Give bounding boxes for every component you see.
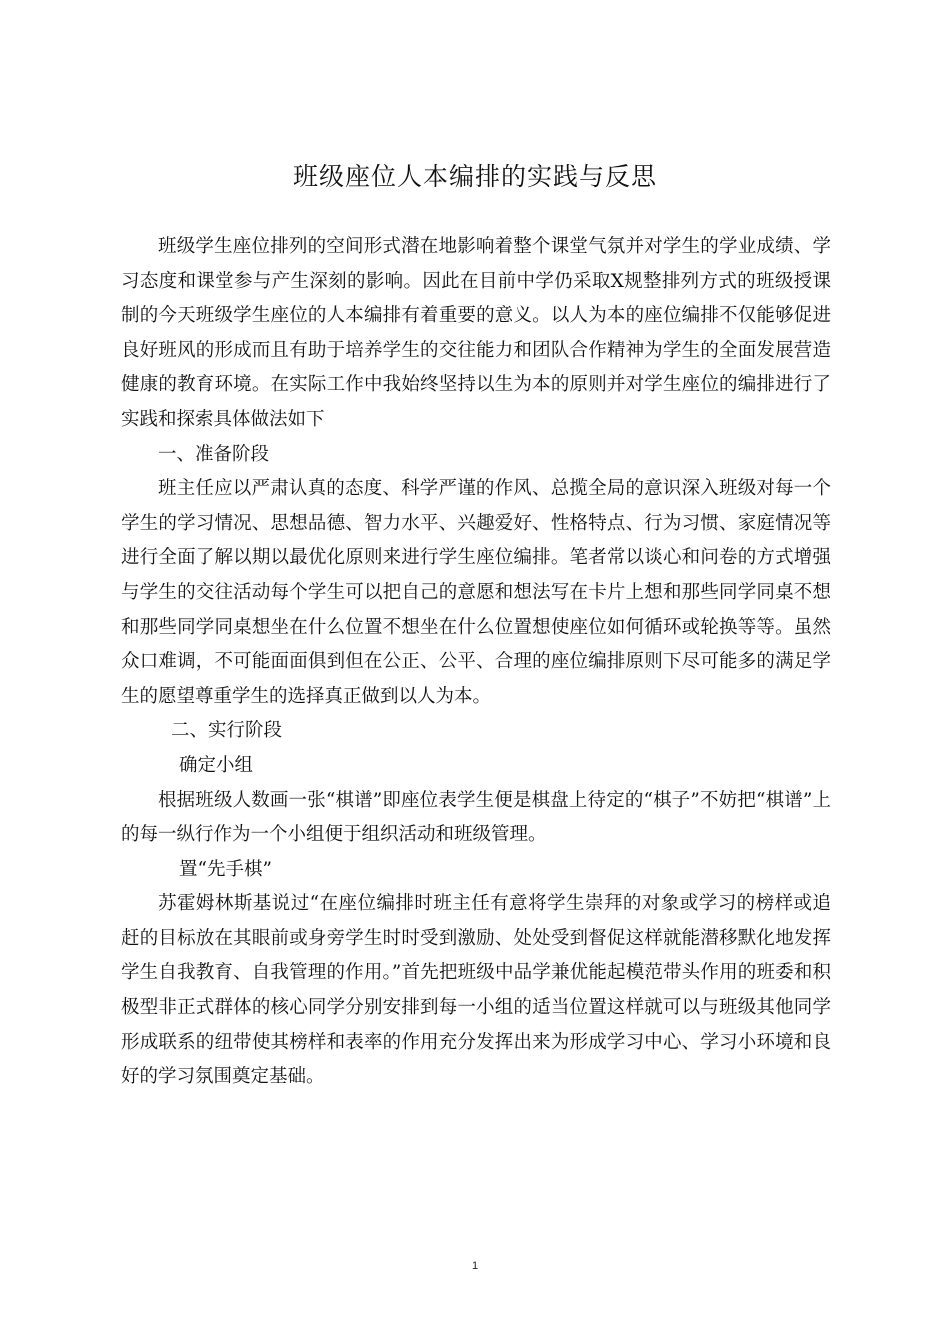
subsection-paragraph-groups: 根据班级人数画一张“棋谱”即座位表学生便是棋盘上待定的“棋子”不妨把“棋谱”上的每一纵行作为一个小组便于组织活动和班级管理。 bbox=[121, 789, 831, 846]
subsection-heading-first-move: 置“先手棋” bbox=[179, 858, 272, 880]
subsection-paragraph-first-move: 苏霍姆林斯基说过“在座位编排时班主任有意将学生崇拜的对象或学习的榜样或追赶的目标放在其眼前或身旁学生时时受到激励、处处受到督促这样就能潜移默化地发挥学生自我教育、自我管理的作用。”首先把班级中品学兼优能起模范带头作用的班委和积极型非正式群体的核心同学分别安排到每一小组的适当位置这样就可以与班级其他同学形成联系的纽带使其榜样和表率的作用充分发挥出来为形成学习中心、学习小环境和良好的学习氛围奠定基础。 bbox=[121, 893, 831, 1088]
document-title: 班级座位人本编排的实践与反思 bbox=[292, 162, 657, 191]
page-number: 1 bbox=[471, 1260, 479, 1272]
document-body bbox=[121, 230, 831, 1095]
section-heading-preparation: 一、准备阶段 bbox=[158, 443, 270, 465]
section-paragraph-preparation: 班主任应以严肃认真的态度、科学严谨的作风、总揽全局的意识深入班级对每一个学生的学习情况、思想品德、智力水平、兴趣爱好、性格特点、行为习惯、家庭情况等进行全面了解以期以最优化原则来进行学生座位编排。笔者常以谈心和问卷的方式增强与学生的交往活动每个学生可以把自己的意愿和想法写在卡片上想和那些同学同桌不想和那些同学同桌想坐在什么位置不想坐在什么位置想使座位如何循环或轮换等等。虽然众口难调，不可能面面俱到但在公正、公平、合理的座位编排原则下尽可能多的满足学生的愿望尊重学生的选择真正做到以人为本。 bbox=[121, 478, 831, 707]
section-heading-implementation: 二、实行阶段 bbox=[171, 720, 283, 742]
subsection-heading-groups: 确定小组 bbox=[179, 754, 254, 776]
intro-paragraph: 班级学生座位排列的空间形式潜在地影响着整个课堂气氛并对学生的学业成绩、学习态度和课堂参与产生深刻的影响。因此在目前中学仍采取X规整排列方式的班级授课制的今天班级学生座位的人本编排有着重要的意义。以人为本的座位编排不仅能够促进良好班风的形成而且有助于培养学生的交往能力和团队合作精神为学生的全面发展营造健康的教育环境。在实际工作中我始终坚持以生为本的原则并对学生座位的编排进行了实践和探索具体做法如下 bbox=[121, 236, 831, 430]
